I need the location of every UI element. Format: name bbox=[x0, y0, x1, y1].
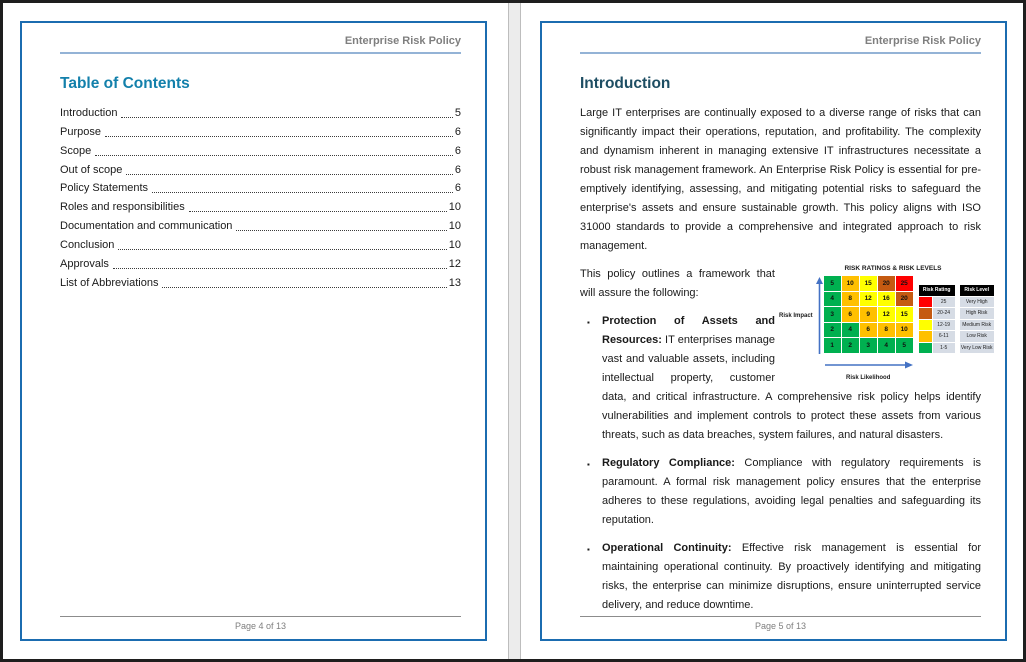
risk-matrix-cell: 4 bbox=[824, 292, 841, 307]
bullet-item bbox=[580, 312, 981, 445]
toc-section bbox=[60, 75, 461, 291]
level-name: Low Risk bbox=[960, 331, 994, 342]
toc-entry[interactable] bbox=[60, 159, 461, 178]
intro-paragraph: Large IT enterprises are continually exposed to a diverse range of risks that can significantly impact their operations, reputation, and profitability. The complexity and dynamism inherent in managing extensive IT infrastructures necessitate a robust risk management framework. An Enterprise Risk Policy is essential for pre-emptively identifying, assessing, and mitigating potential risks to safeguard the enterprise's assets and ensure sustainable growth. This policy aligns with ISO 31000 standards to provide a comprehensive and integrated approach to risk management. bbox=[580, 107, 981, 252]
toc-page-number: 10 bbox=[448, 220, 461, 233]
toc-page-number: 6 bbox=[454, 125, 461, 138]
header-title: Enterprise Risk Policy bbox=[344, 35, 461, 47]
toc-entry-label: Out of scope bbox=[60, 163, 123, 176]
toc-entry[interactable] bbox=[60, 121, 461, 140]
risk-matrix-cell: 3 bbox=[860, 338, 877, 353]
risk-matrix-cell: 6 bbox=[860, 323, 877, 338]
bullet-item bbox=[580, 539, 981, 615]
risk-matrix-cell: 4 bbox=[878, 338, 895, 353]
toc-entry-label: Roles and responsibilities bbox=[60, 201, 185, 214]
introduction-section bbox=[580, 75, 993, 615]
rating-range: 25 bbox=[933, 297, 955, 308]
toc-entry[interactable] bbox=[60, 178, 461, 197]
bullet-marker-icon: ▪ bbox=[587, 318, 590, 327]
risk-matrix-cell: 10 bbox=[896, 323, 913, 338]
bullet-title: Protection of Assets and Resources: bbox=[602, 315, 775, 346]
toc-page-number: 13 bbox=[448, 276, 461, 289]
rating-range: 1-5 bbox=[933, 343, 955, 354]
bullet-title: Regulatory Compliance: bbox=[602, 457, 735, 469]
risk-matrix-cell: 8 bbox=[842, 292, 859, 307]
toc-page-number: 10 bbox=[448, 201, 461, 214]
risk-matrix-cell: 20 bbox=[878, 276, 895, 291]
toc-entry[interactable] bbox=[60, 215, 461, 234]
level-table-header: Risk Level bbox=[960, 285, 994, 296]
toc-dot-leader bbox=[118, 249, 446, 250]
toc-entry-label: Conclusion bbox=[60, 239, 115, 252]
risk-matrix-cell: 2 bbox=[842, 338, 859, 353]
level-name: Medium Risk bbox=[960, 320, 994, 331]
page-header bbox=[580, 35, 981, 54]
toc-dot-leader bbox=[162, 287, 446, 288]
rating-color-swatch bbox=[919, 297, 932, 308]
risk-matrix-cell: 15 bbox=[860, 276, 877, 291]
risk-matrix-cell: 12 bbox=[860, 292, 877, 307]
page-4 bbox=[20, 21, 487, 641]
risk-matrix-cell: 3 bbox=[824, 307, 841, 322]
risk-matrix-cell: 15 bbox=[896, 307, 913, 322]
toc-dot-leader bbox=[126, 174, 453, 175]
toc-page-number: 10 bbox=[448, 239, 461, 252]
toc-list bbox=[60, 102, 461, 291]
toc-heading: Table of Contents bbox=[60, 75, 190, 92]
risk-matrix-cell: 8 bbox=[878, 323, 895, 338]
toc-page-number: 5 bbox=[454, 106, 461, 119]
risk-matrix-cell: 5 bbox=[824, 276, 841, 291]
risk-matrix-cell: 1 bbox=[824, 338, 841, 353]
risk-matrix-cell: 2 bbox=[824, 323, 841, 338]
bullet-list bbox=[580, 312, 981, 615]
toc-dot-leader bbox=[113, 268, 447, 269]
bullet-marker-icon: ▪ bbox=[587, 545, 590, 554]
header-title: Enterprise Risk Policy bbox=[864, 35, 981, 47]
rating-range: 20-24 bbox=[933, 308, 955, 319]
bullet-item bbox=[580, 454, 981, 530]
framework-lead-paragraph: This policy outlines a framework that will assure the following: bbox=[580, 268, 775, 299]
bullet-marker-icon: ▪ bbox=[587, 460, 590, 469]
risk-matrix-cell: 16 bbox=[878, 292, 895, 307]
risk-matrix-cell: 5 bbox=[896, 338, 913, 353]
toc-entry-label: Purpose bbox=[60, 125, 101, 138]
risk-matrix-cell: 4 bbox=[842, 323, 859, 338]
toc-dot-leader bbox=[121, 117, 452, 118]
rating-table-header: Risk Rating bbox=[919, 285, 955, 296]
risk-matrix-cell: 10 bbox=[842, 276, 859, 291]
page-footer bbox=[580, 616, 981, 631]
level-name: Very Low Risk bbox=[960, 343, 994, 354]
risk-matrix-cell: 25 bbox=[896, 276, 913, 291]
level-name: Very High bbox=[960, 297, 994, 308]
toc-dot-leader bbox=[152, 192, 453, 193]
page-number-label: Page 5 of 13 bbox=[754, 621, 807, 631]
bullet-text: IT enterprises manage vast and valuable assets, including intellectual property, customer data, and critical infrastructure. A comprehensive risk policy helps identify vulnerabilities and implement controls to protect these assets from various threats, such as data breaches, system failures, and natural disasters. bbox=[602, 334, 981, 441]
impact-axis-label: Risk Impact bbox=[779, 313, 813, 319]
toc-entry[interactable] bbox=[60, 234, 461, 253]
bullet-text: Effective risk management is essential for maintaining operational continuity. By proactively identifying and mitigating risks, the enterprise can minimize disruptions, ensure uninterrupted service delivery, and reduce downtime. bbox=[602, 542, 981, 611]
page-5 bbox=[540, 21, 1007, 641]
toc-dot-leader bbox=[189, 211, 447, 212]
toc-page-number: 6 bbox=[454, 163, 461, 176]
bullet-text: Compliance with regulatory requirements is paramount. A formal risk management policy ensures that the enterprise adheres to these regulations, avoiding legal penalties and safeguarding its reputation. bbox=[602, 457, 981, 526]
page-header bbox=[60, 35, 461, 54]
toc-page-number: 6 bbox=[454, 144, 461, 157]
toc-page-number: 12 bbox=[448, 258, 461, 271]
toc-entry[interactable] bbox=[60, 253, 461, 272]
toc-dot-leader bbox=[236, 230, 446, 231]
bullet-title: Operational Continuity: bbox=[602, 542, 732, 554]
page-gap-divider bbox=[508, 0, 521, 662]
toc-entry-label: Scope bbox=[60, 144, 92, 157]
toc-entry[interactable] bbox=[60, 102, 461, 121]
framework-block bbox=[580, 265, 993, 615]
risk-matrix-cell: 20 bbox=[896, 292, 913, 307]
toc-page-number: 6 bbox=[454, 182, 461, 195]
figure-title: RISK RATINGS & RISK LEVELS bbox=[844, 265, 942, 272]
toc-entry-label: Approvals bbox=[60, 258, 109, 271]
toc-entry[interactable] bbox=[60, 272, 461, 291]
toc-dot-leader bbox=[95, 155, 453, 156]
toc-entry-label: List of Abbreviations bbox=[60, 276, 159, 289]
toc-entry-label: Documentation and communication bbox=[60, 220, 233, 233]
toc-dot-leader bbox=[105, 136, 453, 137]
page-number-label: Page 4 of 13 bbox=[234, 621, 287, 631]
risk-matrix-cell: 12 bbox=[878, 307, 895, 322]
toc-entry[interactable] bbox=[60, 140, 461, 159]
toc-entry-label: Policy Statements bbox=[60, 182, 149, 195]
rating-range: 12-19 bbox=[933, 320, 955, 331]
page-footer bbox=[60, 616, 461, 631]
likelihood-axis-label: Risk Likelihood bbox=[846, 374, 891, 381]
toc-entry-label: Introduction bbox=[60, 106, 118, 119]
risk-matrix-cell: 9 bbox=[860, 307, 877, 322]
section-heading: Introduction bbox=[580, 75, 671, 92]
risk-matrix-cell: 6 bbox=[842, 307, 859, 322]
level-name: High Risk bbox=[960, 308, 994, 319]
toc-entry[interactable] bbox=[60, 196, 461, 215]
rating-range: 6-11 bbox=[933, 331, 955, 342]
